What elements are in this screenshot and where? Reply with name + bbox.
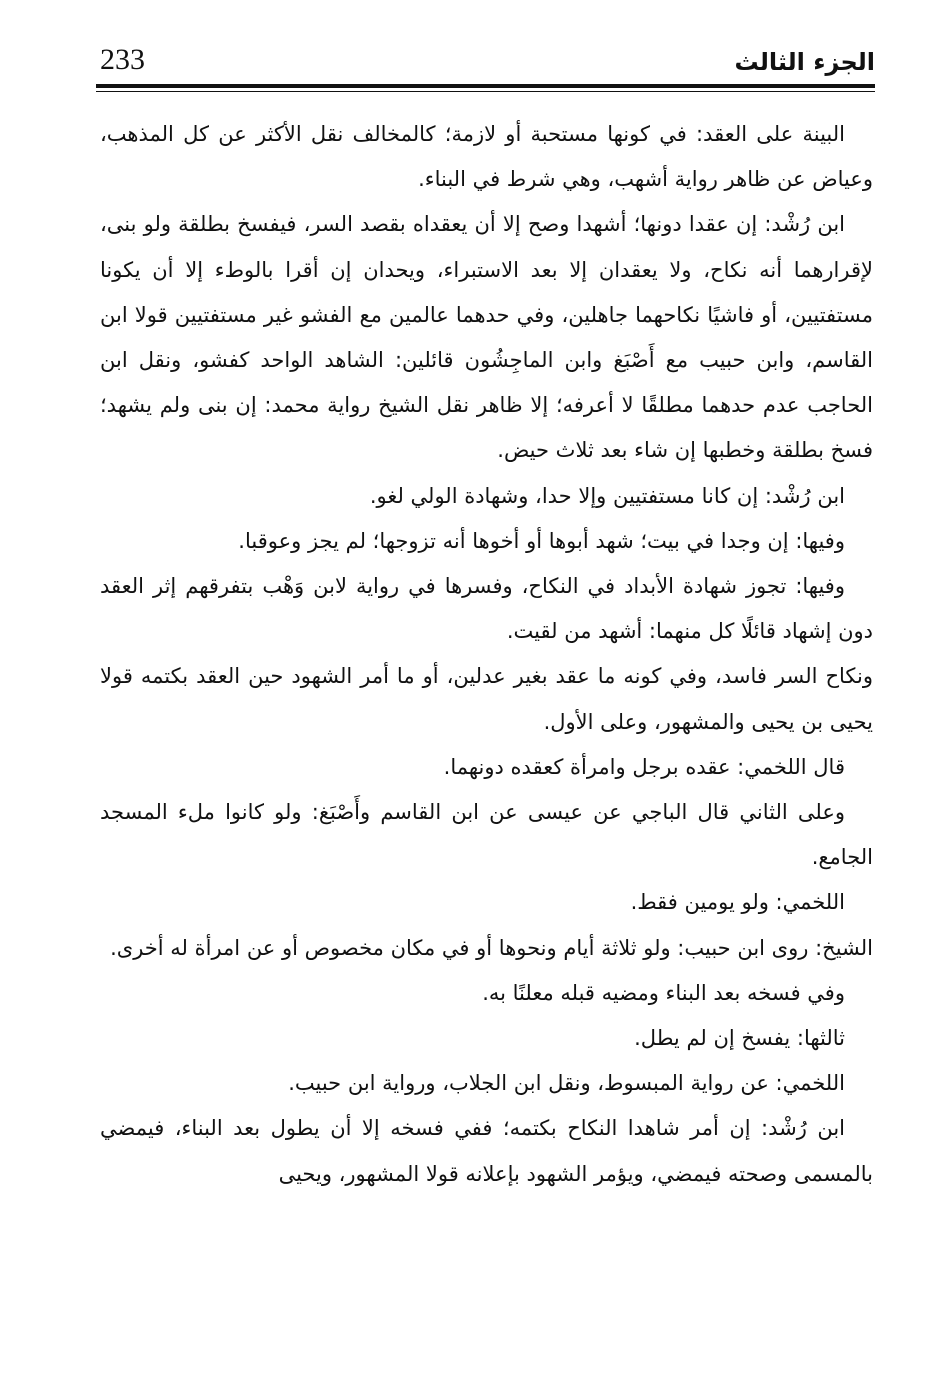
paragraph: اللخمي: ولو يومين فقط. (630, 890, 845, 915)
paragraph: ابن رُشْد: إن عقدا دونها؛ أشهدا وصح إلا أن يعقداه بقصد السر، فيفسخ بطلقة ولو بنى، لإقرارهما أنه نكاح، ولا يعقدان إلا بعد الاستبراء، ويحدان إن أقرا بالوطء إلا أن يكونا مستفتيين، أو فاشيًا نكاحهما جاهلين، وفي حدهما عالمين مع الفشو غير مستفتيين قولا ابن القاسم، وابن حبيب مع أَصْبَغ وابن الماجِشُون قائلين: الشاهد الواحد كفشو، ونقل ابن الحاجب عدم حدهما مطلقًا لا أعرفه؛ إلا ظاهر نقل الشيخ رواية محمد: إن بنى ولم يشهد؛ فسخ بطلقة وخطبها إن شاء بعد ثلاث حيض. (100, 212, 873, 463)
paragraph: ونكاح السر فاسد، وفي كونه ما عقد بغير عدلين، أو ما أمر الشهود حين العقد بكتمه قولا يحيى بن يحيى والمشهور، وعلى الأول. (100, 664, 873, 734)
page-number: 233 (100, 43, 145, 76)
running-head: الجزء الثالث (734, 48, 875, 76)
paragraph: الشيخ: روى ابن حبيب: ولو ثلاثة أيام ونحوها أو في مكان مخصوص أو عن امرأة له أخرى. (110, 935, 873, 960)
paragraph: وعلى الثاني قال الباجي عن عيسى عن ابن القاسم وأَصْبَغ: ولو كانوا ملء المسجد الجامع. (100, 800, 873, 870)
paragraph: البينة على العقد: في كونها مستحبة أو لازمة؛ كالمخالف نقل الأكثر عن كل المذهب، وعياض عن ظاهر رواية أشهب، وهي شرط في البناء. (100, 122, 873, 192)
paragraph: وفيها: إن وجدا في بيت؛ شهد أبوها أو أخوها أنه تزوجها؛ لم يجز وعوقبا. (238, 528, 845, 553)
paragraph: ثالثها: يفسخ إن لم يطل. (634, 1026, 845, 1051)
paragraph: اللخمي: عن رواية المبسوط، ونقل ابن الجلاب، ورواية ابن حبيب. (288, 1071, 845, 1096)
paragraph: وفيها: تجوز شهادة الأبداد في النكاح، وفسرها في رواية لابن وَهْب بتفرقهم إثر العقد دون إشهاد قائلًا كل منهما: أشهد من لقيت. (100, 574, 873, 644)
page-header (96, 40, 875, 82)
header-rule-thick (96, 84, 875, 88)
body-text (100, 112, 873, 1197)
paragraph: قال اللخمي: عقده برجل وامرأة كعقده دونهما. (443, 754, 845, 779)
paragraph: وفي فسخه بعد البناء ومضيه قبله معلنًا به. (482, 980, 845, 1005)
paragraph: ابن رُشْد: إن أمر شاهدا النكاح بكتمه؛ ففي فسخه إلا أن يطول بعد البناء، فيمضي بالمسمى وصحته فيمضي، ويؤمر الشهود بإعلانه قولا المشهور، ويحيى (100, 1116, 873, 1186)
paragraph: ابن رُشْد: إن كانا مستفتيين وإلا حدا، وشهادة الولي لغو. (369, 483, 845, 508)
header-rule-thin (96, 91, 875, 92)
